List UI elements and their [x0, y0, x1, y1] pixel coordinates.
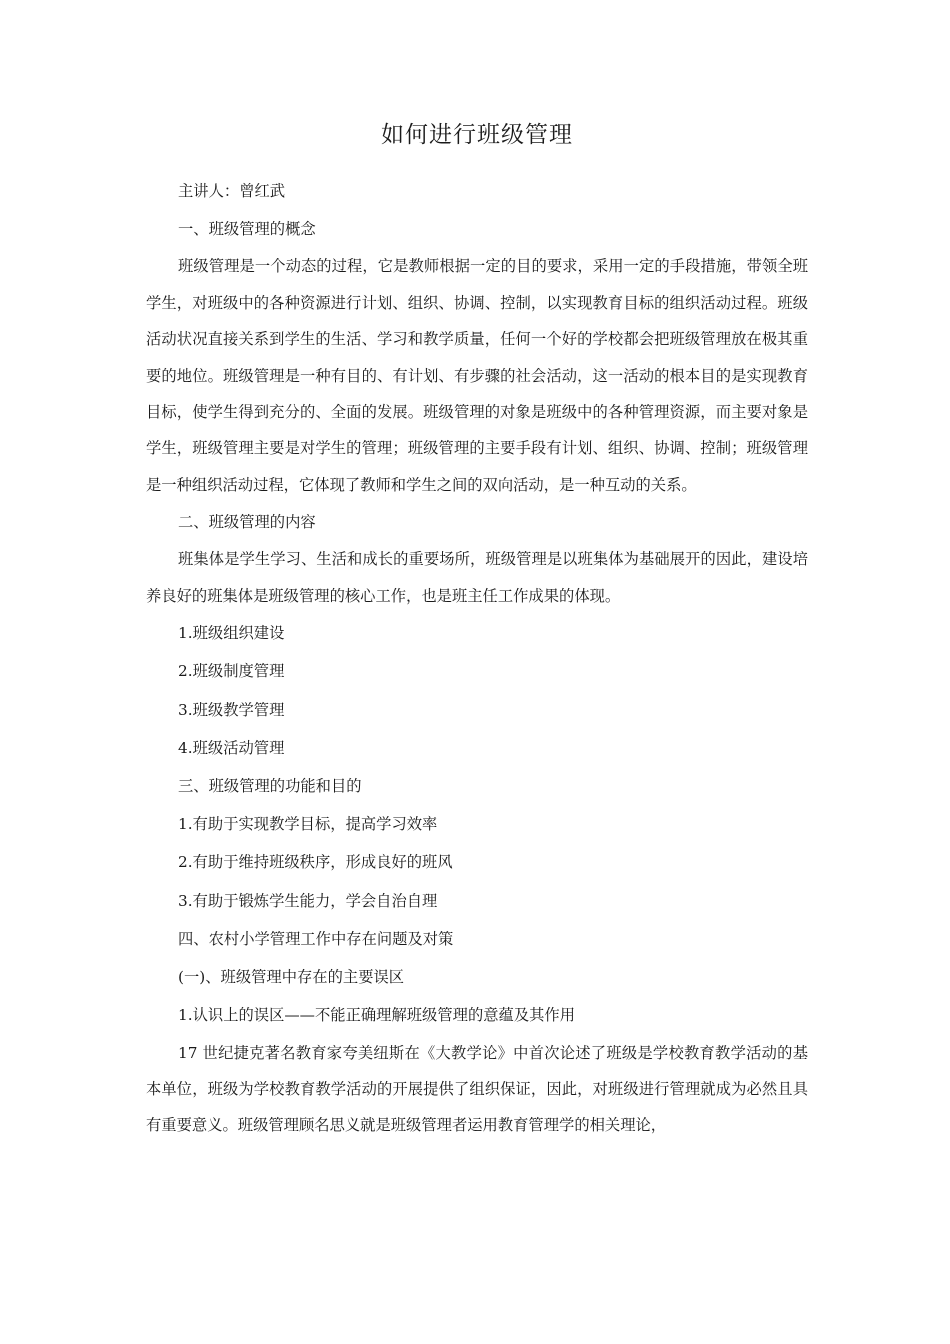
paragraph-content: 班集体是学生学习、生活和成长的重要场所，班级管理是以班集体为基础展开的因此，建设培养良好的班集体是班级管理的核心工作，也是班主任工作成果的体现。	[146, 550, 808, 605]
paragraph-concept: 班级管理是一个动态的过程，它是教师根据一定的目的要求，采用一定的手段措施，带领全班学生，对班级中的各种资源进行计划、组织、协调、控制，以实现教育目标的组织活动过程。班级活动状况直接关系到学生的生活、学习和教学质量，任何一个好的学校都会把班级管理放在极其重要的地位。班级管理是一种有目的、有计划、有步骤的社会活动，这一活动的根本目的是实现教育目标，使学生得到充分的、全面的发展。班级管理的对象是班级中的各种管理资源，而主要对象是学生，班级管理主要是对学生的管理；班级管理的主要手段有计划、组织、协调、控制；班级管理是一种组织活动过程，它体现了教师和学生之间的双向活动，是一种互动的关系。	[146, 257, 808, 494]
list-item: 1.班级组织建设	[178, 624, 285, 643]
section-heading-1: 一、班级管理的概念	[178, 220, 316, 239]
list-item: 2.班级制度管理	[178, 662, 285, 681]
list-item: 2.有助于维持班级秩序，形成良好的班风	[178, 853, 453, 872]
section-heading-2: 二、班级管理的内容	[178, 513, 316, 532]
list-item: 3.班级教学管理	[178, 700, 285, 719]
list-item: 3.有助于锻炼学生能力，学会自治自理	[178, 891, 438, 910]
list-item: 1.认识上的误区——不能正确理解班级管理的意蕴及其作用	[178, 1006, 576, 1025]
section-heading-4: 四、农村小学管理工作中存在问题及对策	[178, 929, 454, 948]
document-title: 如何进行班级管理	[381, 122, 573, 148]
speaker-line: 主讲人：曾红武	[178, 182, 286, 200]
subsection-heading: (一)、班级管理中存在的主要误区	[178, 968, 405, 987]
section-heading-3: 三、班级管理的功能和目的	[178, 777, 362, 796]
list-item: 1.有助于实现教学目标，提高学习效率	[178, 815, 438, 834]
paragraph-comenius: 17 世纪捷克著名教育家夸美纽斯在《大教学论》中首次论述了班级是学校教育教学活动的基本单位，班级为学校教育教学活动的开展提供了组织保证，因此，对班级进行管理就成为必然且具有重要意义。班级管理顾名思义就是班级管理者运用教育管理学的相关理论，	[146, 1043, 808, 1135]
list-item: 4.班级活动管理	[178, 738, 285, 757]
document-page	[146, 112, 808, 1144]
